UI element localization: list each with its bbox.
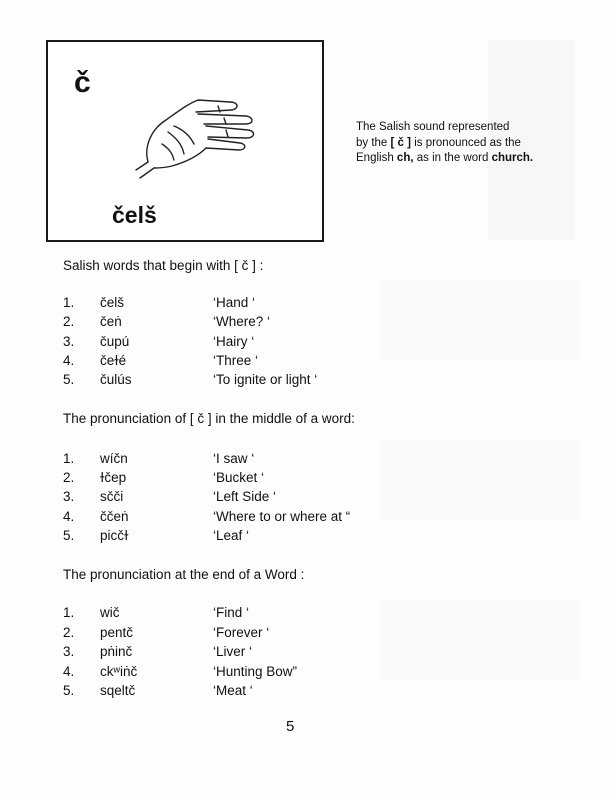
- page-number: 5: [286, 718, 295, 735]
- show-through-mark: [380, 600, 580, 680]
- note-symbol: [ č ]: [390, 136, 411, 149]
- note-example-word: church.: [491, 152, 534, 164]
- show-through-mark: [380, 440, 580, 520]
- hand-illustration: [128, 82, 288, 182]
- show-through-mark: [380, 280, 580, 360]
- note-line-1: The Salish sound represented: [356, 121, 510, 133]
- section-heading-end: The pronunciation at the end of a Word :: [63, 567, 305, 582]
- card-example-word: čelš: [112, 202, 157, 228]
- section-heading-middle: The pronunciation of [ č ] in the middle of a word:: [63, 411, 355, 426]
- letter-card: [46, 40, 324, 242]
- pronunciation-note: [356, 120, 571, 167]
- workbook-page: č čelš The Salish sound represented by the [ č ] is pronounced as the English ch, as in the word church. Salish words that begin with [ č ] : 1. čelš ‘Hand ‘ 2. čeṅ ‘Where? ‘ 3. čupú ‘Hairy ‘ 4. čeɫé ‘Three ‘ 5. čulús ‘To ignite or light ‘ The pronunciation of [ č ] in the middle of a word: 1. wíčn ‘I saw ‘ 2. ɫčep ‘Bucket ‘ 3. sčči ‘Left Side ‘ 4. ččeṅ ‘Where to or where at “ 5. picčɫ ‘Leaf ‘ The pronunciation at the end of a Word : 1. wič ‘Find ‘ 2. pentč ‘Forever ‘ 3. pṅinč ‘Liver ‘ 4. ckʷiṅč ‘Hunting Bow” 5. sqeltč ‘Meat ‘ 5: [0, 0, 616, 800]
- note-digraph: ch,: [396, 152, 414, 164]
- card-letter: č: [74, 66, 91, 99]
- section-heading-initial: Salish words that begin with [ č ] :: [63, 258, 264, 273]
- note-line-3: English ch, as in the word church.: [356, 152, 534, 164]
- note-line-2: by the [ č ] is pronounced as the: [356, 136, 521, 149]
